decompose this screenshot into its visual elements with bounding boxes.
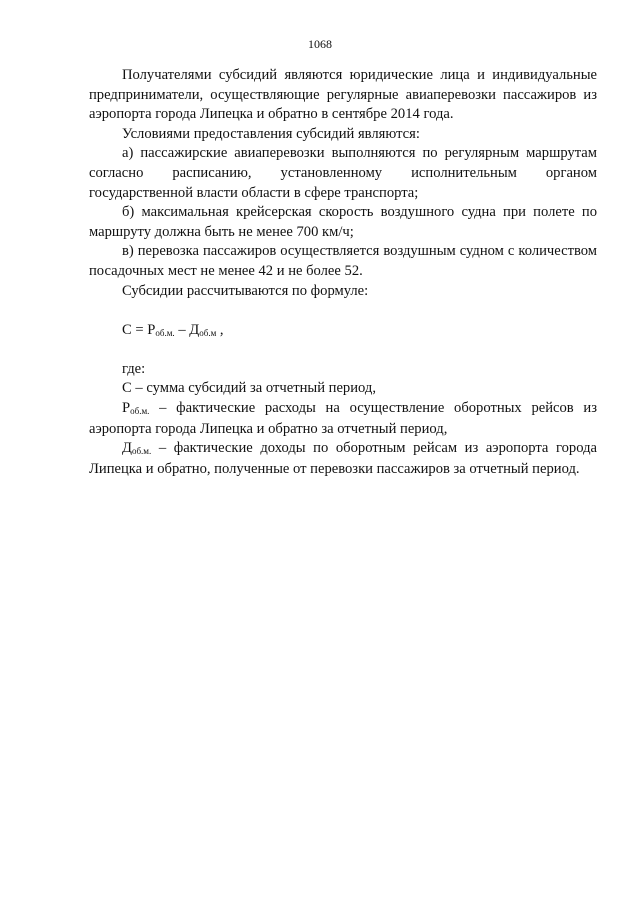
page-number: 1068 [308, 37, 332, 51]
formula-minus: – Д [174, 322, 200, 339]
definition-d-sub: об.м. [131, 446, 152, 457]
definition-c: С – сумма субсидий за отчетный период, [122, 380, 376, 397]
document-body [89, 66, 597, 479]
definition-d [89, 439, 597, 479]
definition-d-symbol: Д [122, 440, 132, 457]
definition-where: где: [122, 360, 146, 377]
definition-r [89, 399, 597, 439]
definition-d-text: – фактические доходы по оборотным рейсам из аэропорта города Липецка и обратно, полученные от перевозки пассажиров за отчетный период. [89, 440, 597, 477]
paragraph-recipients: Получателями субсидий являются юридические лица и индивидуальные предприниматели, осуществляющие регулярные авиаперевозки пассажиров из аэропорта города Липецка и обратно в сентябре 2014 года. [89, 67, 597, 123]
paragraph-conditions-heading: Условиями предоставления субсидий являются: [122, 125, 420, 142]
definition-r-sub: об.м. [130, 405, 150, 416]
definition-r-symbol: Р [122, 399, 131, 416]
paragraph-condition-b: б) максимальная крейсерская скорость воздушного судна при полете по маршруту должна быть не менее 700 км/ч; [89, 204, 597, 240]
paragraph-formula-intro: Субсидии рассчитываются по формуле: [122, 282, 369, 299]
formula-sub-income: об.м [199, 328, 217, 339]
formula-lhs: С = Р [122, 322, 156, 339]
paragraph-condition-c: в) перевозка пассажиров осуществляется воздушным судном с количеством посадочных мест не менее 42 и не более 52. [89, 243, 597, 279]
formula-tail: , [216, 322, 224, 339]
paragraph-condition-a: а) пассажирские авиаперевозки выполняются по регулярным маршрутам согласно расписанию, установленному исполнительным органом государственной власти области в сфере транспорта; [89, 145, 597, 201]
definition-r-text: – фактические расходы на осуществление оборотных рейсов из аэропорта города Липецка и обратно за отчетный период, [89, 399, 597, 437]
subsidy-formula [89, 321, 597, 342]
formula-sub-expenses: об.м. [155, 328, 175, 339]
